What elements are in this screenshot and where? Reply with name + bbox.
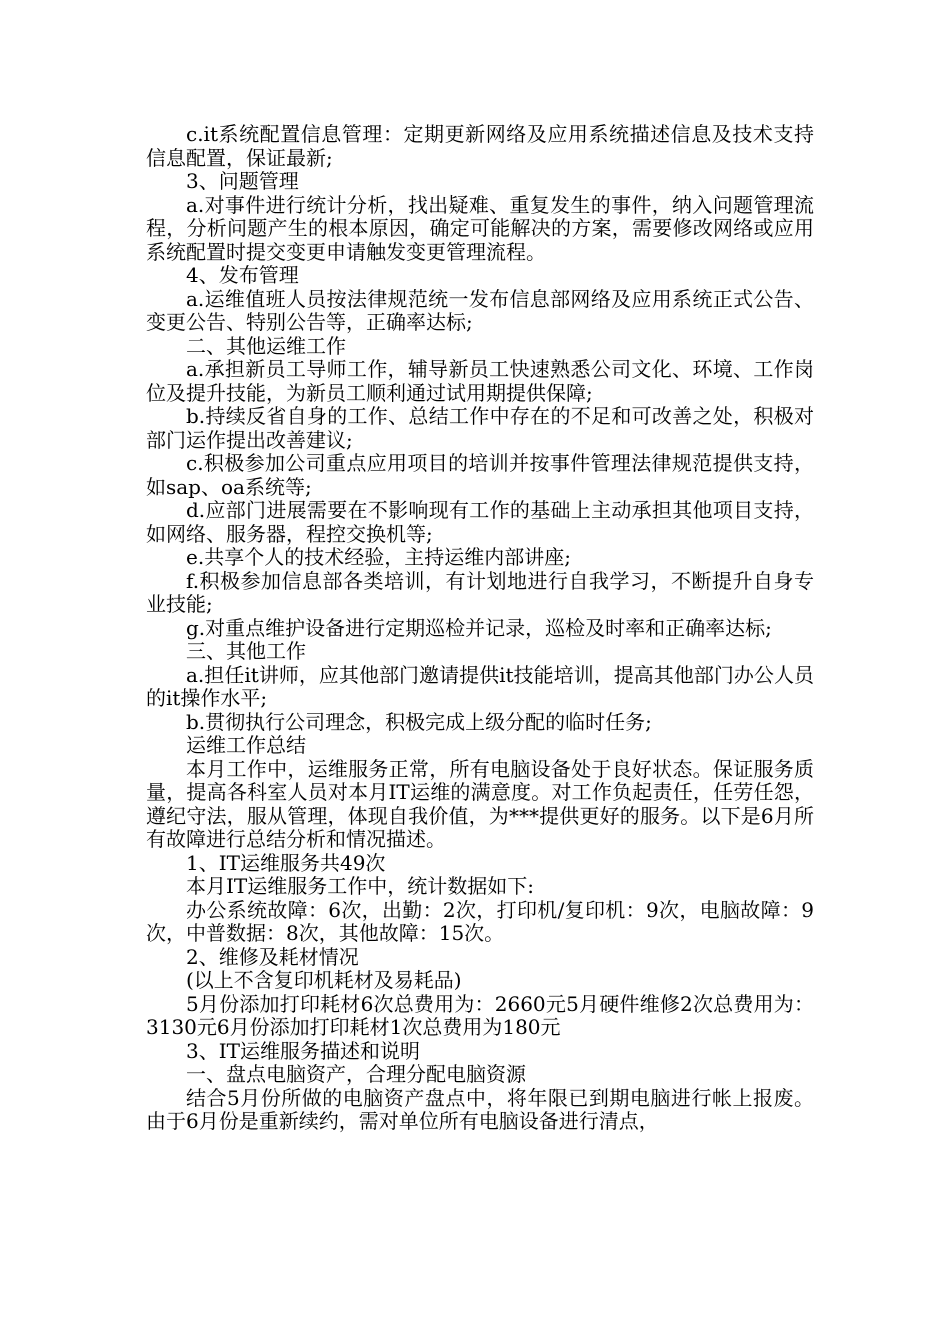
paragraph-self-learning: f.积极参加信息部各类培训，有计划地进行自我学习，不断提升自身专业技能; <box>146 568 814 616</box>
heading-service-description: 3、IT运维服务描述和说明 <box>186 1038 420 1063</box>
heading-ops-summary: 运维工作总结 <box>186 733 306 757</box>
heading-other-work: 三、其他工作 <box>186 639 306 663</box>
heading-asset-inventory: 一、盘点电脑资产，合理分配电脑资源 <box>186 1062 526 1086</box>
paragraph-release-announcements: a.运维值班人员按法律规范统一发布信息部网络及应用系统正式公告、变更公告、特别公告等，正确率达标; <box>146 286 814 334</box>
paragraph-extra-projects: d.应部门进展需要在不影响现有工作的基础上主动承担其他项目支持，如网络、服务器，程控交换机等; <box>146 498 814 546</box>
paragraph-monthly-summary: 本月工作中，运维服务正常，所有电脑设备处于良好状态。保证服务质量，提高各科室人员对本月IT运维的满意度。对工作负起责任，任劳任怨，遵纪守法，服从管理，体现自我价值，为***提供更好的服务。以下是6月所有故障进行总结分析和情况描述。 <box>146 756 814 851</box>
paragraph-inspection: g.对重点维护设备进行定期巡检并记录，巡检及时率和正确率达标; <box>186 615 772 640</box>
paragraph-knowledge-sharing: e.共享个人的技术经验，主持运维内部讲座; <box>186 545 571 569</box>
paragraph-mentor: a.承担新员工导师工作，辅导新员工快速熟悉公司文化、环境、工作岗位及提升技能，为新员工顺利通过试用期提供保障; <box>146 357 814 405</box>
paragraph-stats-intro: 本月IT运维服务工作中，统计数据如下: <box>186 874 534 898</box>
heading-release-management: 4、发布管理 <box>186 263 299 287</box>
paragraph-cost-details: 5月份添加打印耗材6次总费用为：2660元5月硬件维修2次总费用为：3130元6月份添加打印耗材1次总费用为180元 <box>146 991 814 1039</box>
paragraph-asset-inventory: 结合5月份所做的电脑资产盘点中，将年限已到期电脑进行帐上报废。由于6月份是重新续约，需对单位所有电脑设备进行清点， <box>146 1085 814 1133</box>
paragraph-exclusion-note: (以上不含复印机耗材及易耗品) <box>186 968 462 992</box>
paragraph-it-config: c.it系统配置信息管理：定期更新网络及应用系统描述信息及技术支持信息配置，保证最新; <box>146 122 814 170</box>
heading-service-count: 1、IT运维服务共49次 <box>186 850 386 875</box>
paragraph-it-lecturer: a.担任it讲师，应其他部门邀请提供it技能培训，提高其他部门办公人员的it操作水平; <box>146 662 814 710</box>
heading-repairs-consumables: 2、维修及耗材情况 <box>186 944 359 969</box>
paragraph-fault-stats: 办公系统故障：6次，出勤：2次，打印机/复印机：9次，电脑故障：9次，中普数据：8次，其他故障：15次。 <box>146 897 814 945</box>
paragraph-temp-tasks: b.贯彻执行公司理念，积极完成上级分配的临时任务; <box>186 709 652 734</box>
document-body <box>146 123 814 1134</box>
heading-problem-management: 3、问题管理 <box>186 169 299 193</box>
heading-other-ops-work: 二、其他运维工作 <box>186 333 346 358</box>
paragraph-training-support: c.积极参加公司重点应用项目的培训并按事件管理法律规范提供支持，如sap、oa系统等; <box>146 451 814 499</box>
paragraph-problem-analysis: a.对事件进行统计分析，找出疑难、重复发生的事件，纳入问题管理流程，分析问题产生的根本原因，确定可能解决的方案，需要修改网络或应用系统配置时提交变更申请触发变更管理流程。 <box>146 192 814 264</box>
paragraph-self-review: b.持续反省自身的工作、总结工作中存在的不足和可改善之处，积极对部门运作提出改善建议; <box>146 404 814 452</box>
